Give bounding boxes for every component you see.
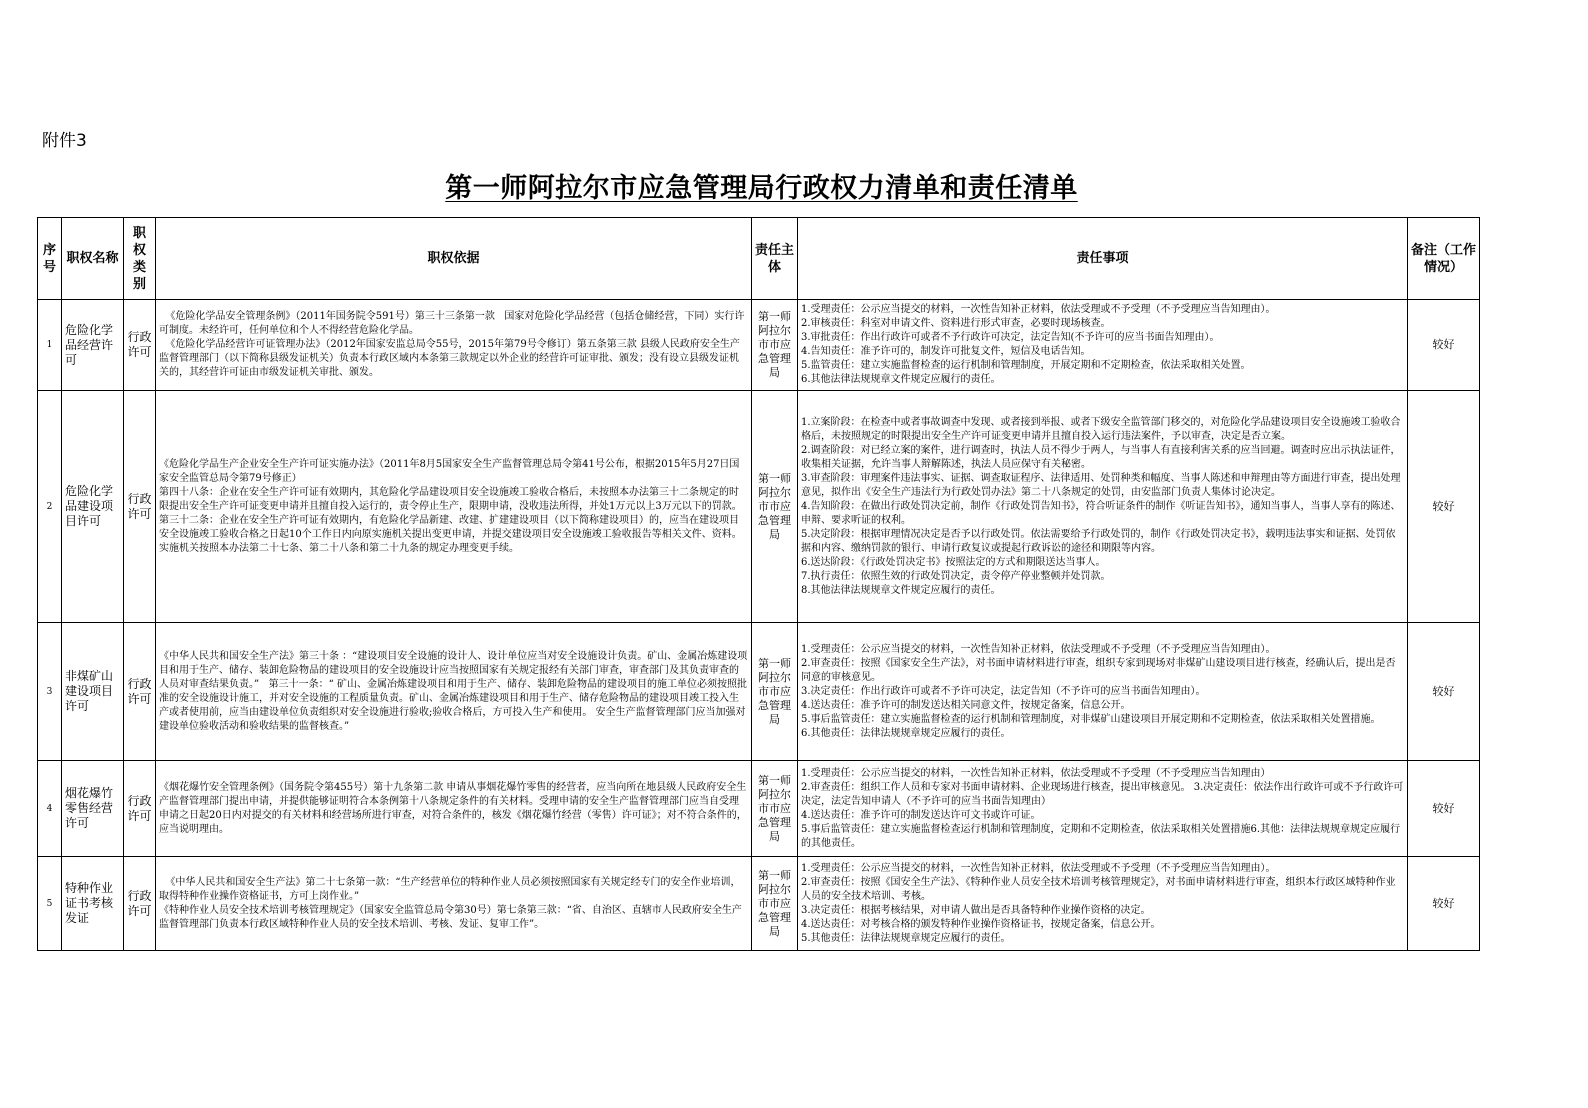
row-basis: [156, 761, 752, 857]
duty-line: 3.决定责任：根据考核结果，对申请人做出是否具备特种作业操作资格的决定。: [801, 904, 1151, 916]
row-duties: [798, 623, 1408, 761]
duty-line: 2.审查责任：组织工作人员和专家对书面申请材料、企业现场进行核查，提出审核意见。 3.决定责任：依法作出行政许可或不予行政许可决定，法定告知申请人（不予许可的应当书面告知理由）: [801, 781, 1404, 807]
row-note: 较好: [1408, 391, 1480, 623]
table-header-row: [38, 218, 1480, 300]
duty-line: 5.事后监管责任：建立实施监督检查运行机制和管理制度，定期和不定期检查，依法采取相关处置措施6.其他：法律法规规章规定应履行的其他责任。: [801, 823, 1401, 849]
row-subject: 第一师阿拉尔市市应急管理局: [752, 391, 798, 623]
row-name: 危险化学品经营许可: [62, 300, 124, 391]
page-title-text: 第一师阿拉尔市应急管理局行政权力清单和责任清单: [445, 173, 1078, 204]
row-note: 较好: [1408, 761, 1480, 857]
duty-line: 2.调查阶段：对已经立案的案件，进行调查时，执法人员不得少于两人，与当事人有直接利害关系的应当回避。调查时应出示执法证件，收集相关证据，允许当事人辩解陈述，执法人员应保守有关秘密。: [801, 444, 1401, 470]
duty-line: 6.送达阶段：《行政处罚决定书》按照法定的方式和期限送达当事人。: [801, 556, 1106, 568]
duty-line: 2.审核责任：科室对申请文件、资料进行形式审查，必要时现场核查。: [801, 318, 1111, 329]
duty-line: 1.受理责任：公示应当提交的材料，一次性告知补正材料，依法受理或不予受理（不予受理应当告知理由）: [801, 767, 1271, 779]
row-no: 5: [38, 857, 62, 951]
power-list-table: [37, 217, 1480, 951]
duty-line: 3.审查阶段：审理案件违法事实、证据、调查取证程序、法律适用、处罚种类和幅度、当事人陈述和申辩理由等方面进行审查，提出处理意见，拟作出《安全生产违法行为行政处罚办法》第二十八条规定的处罚，由安监部门负责人集体讨论决定。: [801, 472, 1401, 498]
header-subject: 责任主体: [752, 218, 798, 300]
duty-line: 1.受理责任：公示应当提交的材料，一次性告知补正材料，依法受理或不予受理（不予受理应当告知理由）。: [801, 304, 1276, 315]
duty-line: 4.送达责任：准予许可的制发送达相关同意文件，按规定备案，信息公开。: [801, 699, 1131, 711]
row-subject: 第一师阿拉尔市市应急管理局: [752, 300, 798, 391]
row-no: 2: [38, 391, 62, 623]
duty-line: 1.受理责任：公示应当提交的材料，一次性告知补正材料，依法受理或不予受理（不予受理应当告知理由）。: [801, 643, 1276, 655]
header-note: 备注（工作情况）: [1408, 218, 1480, 300]
header-duties: 责任事项: [798, 218, 1408, 300]
duty-line: 5.其他责任：法律法规规章规定应履行的责任。: [801, 932, 1011, 944]
duty-line: 5.监管责任：建立实施监督检查的运行机制和管理制度，开展定期和不定期检查，依法采取相关处置。: [801, 360, 1251, 371]
duty-line: 3.决定责任：作出行政许可或者不予许可决定，法定告知（不予许可的应当书面告知理由）。: [801, 685, 1206, 697]
row-no: 1: [38, 300, 62, 391]
duty-line: 6.其他法律法规规章文件规定应履行的责任。: [801, 374, 1001, 385]
table-row: [38, 857, 1480, 951]
row-subject: 第一师阿拉尔市市应急管理局: [752, 857, 798, 951]
row-note: 较好: [1408, 300, 1480, 391]
row-name: 烟花爆竹零售经营许可: [62, 761, 124, 857]
table-row: [38, 623, 1480, 761]
row-type: 行政许可: [124, 391, 156, 623]
header-type: 职权类别: [124, 218, 156, 300]
table-row: [38, 300, 1480, 391]
duty-line: 8.其他法律法规规章文件规定应履行的责任。: [801, 584, 1001, 596]
row-name: 非煤矿山建设项目许可: [62, 623, 124, 761]
row-duties: [798, 761, 1408, 857]
duty-line: 5.事后监管责任：建立实施监督检查的运行机制和管理制度，对非煤矿山建设项目开展定期和不定期检查，依法采取相关处置措施。: [801, 713, 1381, 725]
row-subject: 第一师阿拉尔市市应急管理局: [752, 761, 798, 857]
row-type: 行政许可: [124, 857, 156, 951]
row-no: 4: [38, 761, 62, 857]
duty-line: 7.执行责任：依照生效的行政处罚决定，责令停产停业整顿并处罚款。: [801, 570, 1111, 582]
row-note: 较好: [1408, 623, 1480, 761]
page-title: [0, 166, 1523, 205]
row-basis: [156, 857, 752, 951]
table-row: [38, 761, 1480, 857]
row-basis: [156, 391, 752, 623]
header-no: 序号: [38, 218, 62, 300]
duty-line: 4.送达责任：对考核合格的颁发特种作业操作资格证书，按规定备案，信息公开。: [801, 918, 1161, 930]
duty-line: 3.审批责任：作出行政许可或者不予行政许可决定，法定告知(不予许可的应当书面告知理由）。: [801, 332, 1220, 343]
row-duties: [798, 857, 1408, 951]
row-duties: [798, 391, 1408, 623]
duty-line: 4.送达责任：准予许可的制发送达许可文书或许可证。: [801, 809, 1041, 821]
row-type: 行政许可: [124, 300, 156, 391]
row-name: 危险化学品建设项目许可: [62, 391, 124, 623]
attachment-label: 附件3: [42, 131, 87, 151]
row-basis-text: 《中华人民共和国安全生产法》第二十七条第一款：“生产经营单位的特种作业人员必须按照国家有关规定经专门的安全作业培训，取得特种作业操作资格证书，方可上岗作业。” 《特种作业人员安全技术培训考核管理规定》（国家安全监管总局令第30号）第七条第三款：“省、自治区、直辖市人民政府安全生产监督管理部门负责本行政区域特种作业人员的安全技术培训、考核、发证、复审工作”。: [159, 876, 742, 930]
duty-line: 2.审查责任：按照《国家安全生产法》，对书面申请材料进行审查，组织专家到现场对非煤矿山建设项目进行核查，经确认后，提出是否同意的审核意见。: [801, 657, 1396, 683]
row-basis-text: 《烟花爆竹安全管理条例》（国务院令第455号）第十九条第二款 申请从事烟花爆竹零售的经营者，应当向所在地县级人民政府安全生产监督管理部门提出申请，并提供能够证明符合本条例第十八条规定条件的有关材料。受理申请的安全生产监督管理部门应当自受理申请之日起20日内对提交的有关材料和经营场所进行审查，对符合条件的，核发《烟花爆竹经营（零售）许可证》；对不符合条件的，应当说明理由。: [159, 781, 747, 835]
header-name: 职权名称: [62, 218, 124, 300]
row-type: 行政许可: [124, 761, 156, 857]
row-duties: [798, 300, 1408, 391]
duty-line: 1.受理责任：公示应当提交的材料，一次性告知补正材料，依法受理或不予受理（不予受理应当告知理由）。: [801, 862, 1276, 874]
header-basis: 职权依据: [156, 218, 752, 300]
row-basis-text: 《危险化学品生产企业安全生产许可证实施办法》（2011年8月5国家安全生产监督管理总局令第41号公布，根据2015年5月27日国家安全监管总局令第79号修正） 第四十八条：企业在安全生产许可证有效期内，其危险化学品建设项目安全设施竣工验收合格后，未按照本办法第三十二条规定的时限提出安全生产许可证变更申请并且擅自投入运行的，责令停止生产，限期申请，没收违法所得，并处1万元以上3万元以下的罚款。 第三十二条：企业在安全生产许可证有效期内，有危险化学品新建、改建、扩建建设项目（以下简称建设项目）的，应当在建设项目安全设施竣工验收合格之日起10个工作日内向原实施机关提出变更申请，并提交建设项目安全设施竣工验收报告等相关文件、资料。实施机关按照本办法第二十七条、第二十八条和第二十九条的规定办理变更手续。: [159, 458, 742, 554]
row-subject: 第一师阿拉尔市市应急管理局: [752, 623, 798, 761]
row-basis-text: 《中华人民共和国安全生产法》第三十条 ：“建设项目安全设施的设计人、设计单位应当对安全设施设计负责。矿山、金属冶炼建设项目和用于生产、储存、装卸危险物品的建设项目的安全设施设计应当按照国家有关规定报经有关部门审查，审查部门及其负责审查的人员对审查结果负责。” 第三十一条：“ 矿山、金属冶炼建设项目和用于生产、储存、装卸危险物品的建设项目的施工单位必须按照批准的安全设施设计施工，并对安全设施的工程质量负责。矿山、金属冶炼建设项目和用于生产、储存危险物品的建设项目竣工投入生产或者使用前，应当由建设单位负责组织对安全设施进行验收;验收合格后，方可投入生产和使用。 安全生产监督管理部门应当加强对建设单位验收活动和验收结果的监督核查。”: [159, 650, 748, 732]
row-no: 3: [38, 623, 62, 761]
duty-line: 2.审查责任：按照《国安全生产法》、《特种作业人员安全技术培训考核管理规定》，对书面申请材料进行审查，组织本行政区域特种作业人员的安全技术培训、考核。: [801, 876, 1396, 902]
row-type: 行政许可: [124, 623, 156, 761]
row-basis: [156, 623, 752, 761]
duty-line: 4.告知责任：准予许可的，制发许可批复文件，短信及电话告知。: [801, 346, 1091, 357]
duty-line: 4.告知阶段：在做出行政处罚决定前，制作《行政处罚告知书》，符合听证条件的制作《听证告知书》，通知当事人，当事人享有的陈述、申辩、要求听证的权利。: [801, 500, 1401, 526]
table-row: [38, 391, 1480, 623]
duty-line: 6.其他责任：法律法规规章规定应履行的责任。: [801, 727, 1011, 739]
row-name: 特种作业证书考核发证: [62, 857, 124, 951]
row-note: 较好: [1408, 857, 1480, 951]
duty-line: 5.决定阶段：根据审理情况决定是否予以行政处罚。依法需要给予行政处罚的，制作《行政处罚决定书》，载明违法事实和证据、处罚依据和内容、缴纳罚款的银行、申请行政复议或提起行政诉讼的途径和期限等内容。: [801, 528, 1396, 554]
row-basis: [156, 300, 752, 391]
duty-line: 1.立案阶段：在检查中或者事故调查中发现、或者接到举报、或者下级安全监管部门移交的，对危险化学品建设项目安全设施竣工验收合格后，未按照规定的时限提出安全生产许可证变更申请并且擅自投入运行违法案件，予以审查，决定是否立案。: [801, 416, 1401, 442]
row-basis-text: 《危险化学品安全管理条例》（2011年国务院令591号）第三十三条第一款 国家对危险化学品经营（包括仓储经营，下同）实行许可制度。未经许可，任何单位和个人不得经营危险化学品。 《危险化学品经营许可证管理办法》（2012年国家安监总局令55号，2015年第79号令修订）第五条第三款 县级人民政府安全生产监督管理部门（以下简称县级发证机关）负责本行政区域内本条第三款规定以外企业的经营许可证审批、颁发；没有设立县级发证机关的，其经营许可证由市级发证机关审批、颁发。: [159, 311, 745, 378]
